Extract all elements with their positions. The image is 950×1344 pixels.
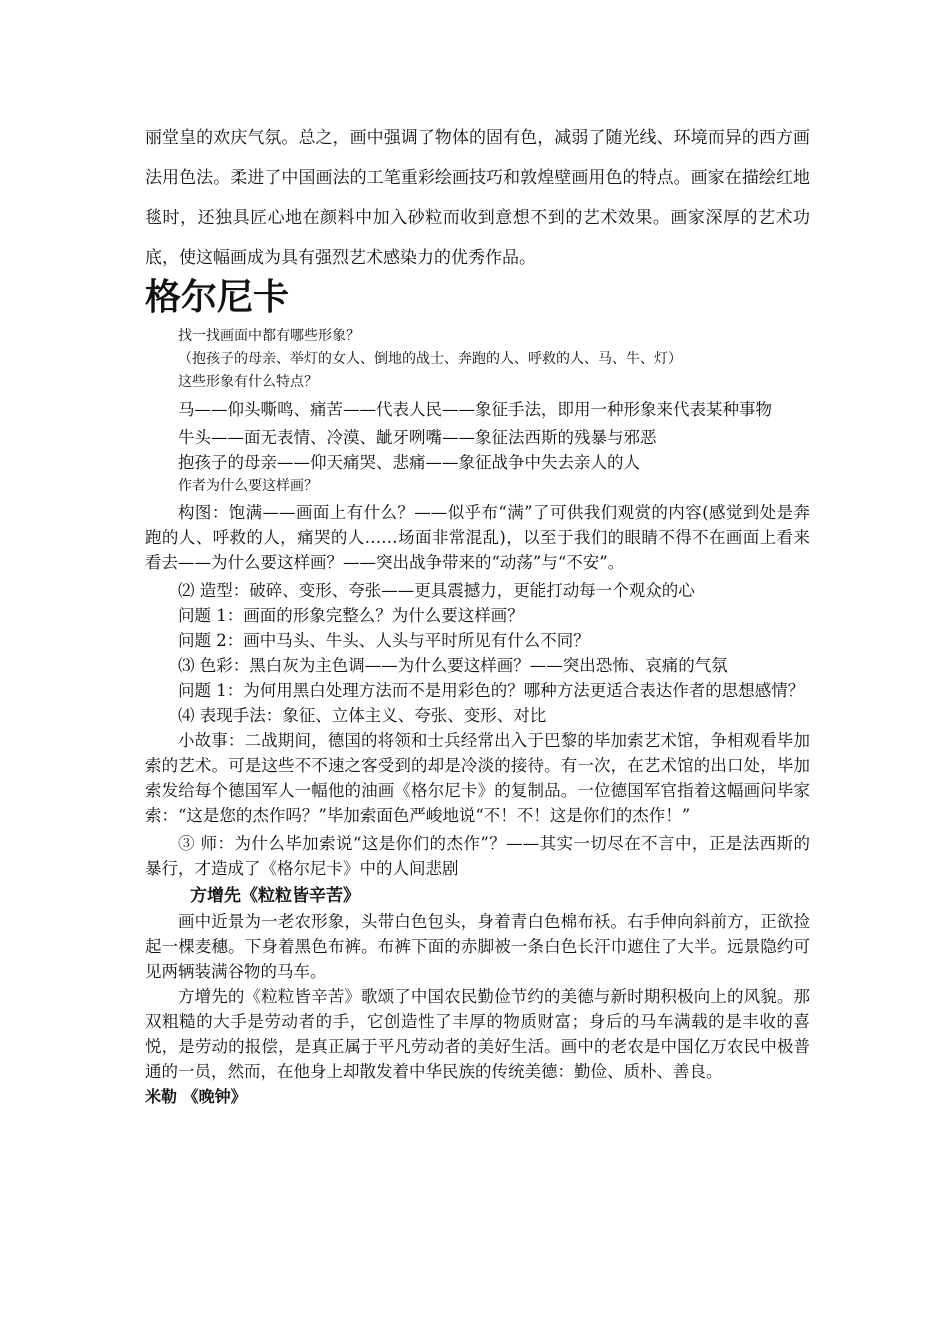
question-why: 作者为什么要这样画？: [178, 478, 318, 494]
intro-paragraph: 丽堂皇的欢庆气氛。总之，画中强调了物体的固有色，减弱了随光线、环境而异的西方画法用色法。柔进了中国画法的工笔重彩绘画技巧和敦煌壁画用色的特点。画家在描绘红地毯时，还独具匠心地在颜料中加入砂粒而收到意想不到的艺术效果。画家深厚的艺术功底，使这幅画成为具有强烈艺术感染力的优秀作品。: [145, 128, 810, 268]
fang-heading: 方增先《粒粒皆辛苦》: [190, 886, 360, 906]
story-paragraph: 小故事：二战期间，德国的将领和士兵经常出入于巴黎的毕加索艺术馆，争相观看毕加索的艺术。可是这些不不速之客受到的却是冷淡的接待。有一次，在艺术馆的出口处，毕加索发给每个德国军人一幅他的油画《格尔尼卡》的复制品。一位德国军官指着这幅画问毕家索：“这是您的杰作吗？”毕加索面色严峻地说“不！不！这是你们的杰作！”: [145, 731, 810, 825]
answer-figures: （抱孩子的母亲、举灯的女人、倒地的战士、奔跑的人、呼救的人、马、牛、灯）: [178, 351, 682, 367]
millet-heading: 米勒 《晚钟》: [145, 1087, 247, 1106]
fang-paragraph-2: 方增先的《粒粒皆辛苦》歌颂了中国农民勤俭节约的美德与新时期积极向上的风貌。那双粗糙的大手是劳动者的手，它创造性了丰厚的物质财富；身后的马车满载的是丰收的喜悦，是劳动的报偿，是真正属于平凡劳动者的美好生活。画中的老农是中国亿万农民中极普通的一员，然而，在他身上却散发着中华民族的传统美德：勤俭、质朴、善良。: [145, 987, 810, 1081]
shape-paragraph: ⑵ 造型：破碎、变形、夸张——更具震撼力，更能打动每一个观众的心: [178, 581, 695, 600]
color-paragraph: ⑶ 色彩：黑白灰为主色调——为什么要这样画？——突出恐怖、哀痛的气氛: [178, 656, 728, 675]
bull-description: 牛头——面无表情、冷漠、龇牙咧嘴——象征法西斯的残暴与邪恶: [178, 428, 657, 447]
mother-description: 抱孩子的母亲——仰天痛哭、悲痛——象征战争中失去亲人的人: [178, 453, 640, 472]
guernica-heading: 格尔尼卡: [145, 277, 290, 318]
question-features: 这些形象有什么特点？: [178, 374, 318, 390]
horse-description: 马——仰头嘶鸣、痛苦——代表人民——象征手法，即用一种形象来代表某种事物: [178, 400, 772, 419]
technique-paragraph: ⑷ 表现手法：象征、立体主义、夸张、变形、对比: [178, 706, 547, 725]
teacher-paragraph: ③ 师：为什么毕加索说“这是你们的杰作”？——其实一切尽在不言中，正是法西斯的暴行，才造成了《格尔尼卡》中的人间悲剧: [145, 834, 810, 878]
fang-paragraph-1: 画中近景为一老农形象，头带白色包头，身着青白色棉布袄。右手伸向斜前方，正欲捡起一棵麦穗。下身着黑色布裤。布裤下面的赤脚被一条白色长汗巾遮住了大半。远景隐约可见两辆装满谷物的马车。: [145, 912, 810, 981]
shape-question-1: 问题 1：画面的形象完整么？为什么要这样画？: [178, 606, 524, 625]
color-question-1: 问题 1：为何用黑白处理方法而不是用彩色的？哪种方法更适合表达作者的思想感情？: [178, 681, 805, 700]
shape-question-2: 问题 2：画中马头、牛头、人头与平时所见有什么不同？: [178, 631, 590, 650]
document-body: [145, 325, 810, 1110]
composition-paragraph: 构图：饱满——画面上有什么？——似乎布“满”了可供我们观赏的内容(感觉到处是奔跑的人、呼救的人，痛哭的人……场面非常混乱)，以至于我们的眼睛不得不在画面上看来看去——为什么要这样画？——突出战争带来的“动荡”与“不安”。: [145, 503, 810, 572]
question-find-figures: 找一找画面中都有哪些形象？: [178, 328, 360, 344]
